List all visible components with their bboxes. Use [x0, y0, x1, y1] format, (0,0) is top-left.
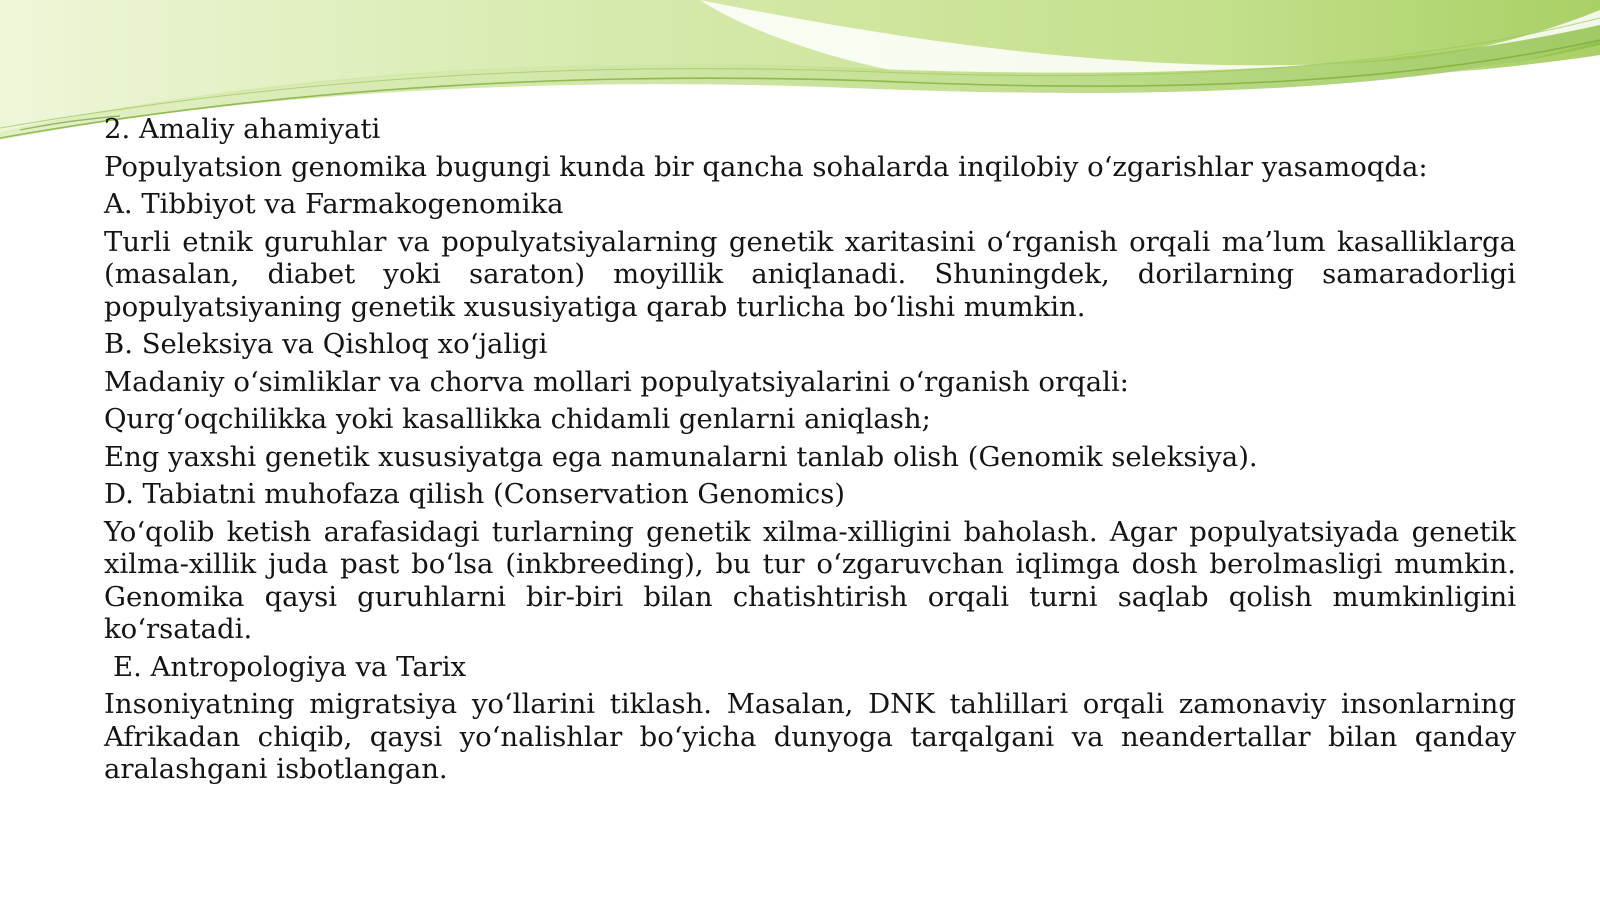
slide-body — [104, 113, 1516, 791]
subheading-agriculture: B. Seleksiya va Qishloq xo‘jaligi — [104, 328, 548, 360]
agriculture-text: Madaniy o‘simliklar va chorva mollari populyatsiyalarini o‘rganish orqali: — [104, 365, 1129, 398]
subheading-medicine: A. Tibbiyot va Farmakogenomika — [104, 188, 564, 220]
intro-text: Populyatsion genomika bugungi kunda bir qancha sohalarda inqilobiy o‘zgarishlar yasamoqda: — [104, 150, 1428, 183]
medicine-text: Turli etnik guruhlar va populyatsiyalarning genetik xaritasini o‘rganish orqali ma’lum kasalliklarga (masalan, diabet yoki saraton) moyillik aniqlanadi. Shuningdek, dorilarning samaradorligi populyatsiyaning genetik xususiyatiga qarab turlicha bo‘lishi mumkin. — [104, 225, 1516, 323]
agriculture-item-1: Qurg‘oqchilikka yoki kasallikka chidamli genlarni aniqlash; — [104, 403, 931, 435]
agriculture-item-2: Eng yaxshi genetik xususiyatga ega namunalarni tanlab olish (Genomik seleksiya). — [104, 440, 1258, 473]
section-heading: 2. Amaliy ahamiyati — [104, 113, 381, 145]
anthropology-text: Insoniyatning migratsiya yo‘llarini tiklash. Masalan, DNK tahlillari orqali zamonaviy insonlarning Afrikadan chiqib, qaysi yo‘nalishlar bo‘yicha dunyoga tarqalgani va neandertallar bilan qanday aralashgani isbotlangan. — [104, 688, 1516, 785]
subheading-conservation: D. Tabiatni muhofaza qilish (Conservation Genomics) — [104, 478, 846, 510]
subheading-anthropology: E. Antropologiya va Tarix — [113, 650, 467, 683]
conservation-text: Yo‘qolib ketish arafasidagi turlarning genetik xilma-xilligini baholash. Agar populyatsiyada genetik xilma-xillik juda past bo‘lsa (inkbreeding), bu tur o‘zgaruvchan iqlimga dosh berolmasligi mumkin. Genomika qaysi guruhlarni bir-biri bilan chatishtirish orqali turni saqlab qolish mumkinligini ko‘rsatadi. — [104, 515, 1516, 645]
